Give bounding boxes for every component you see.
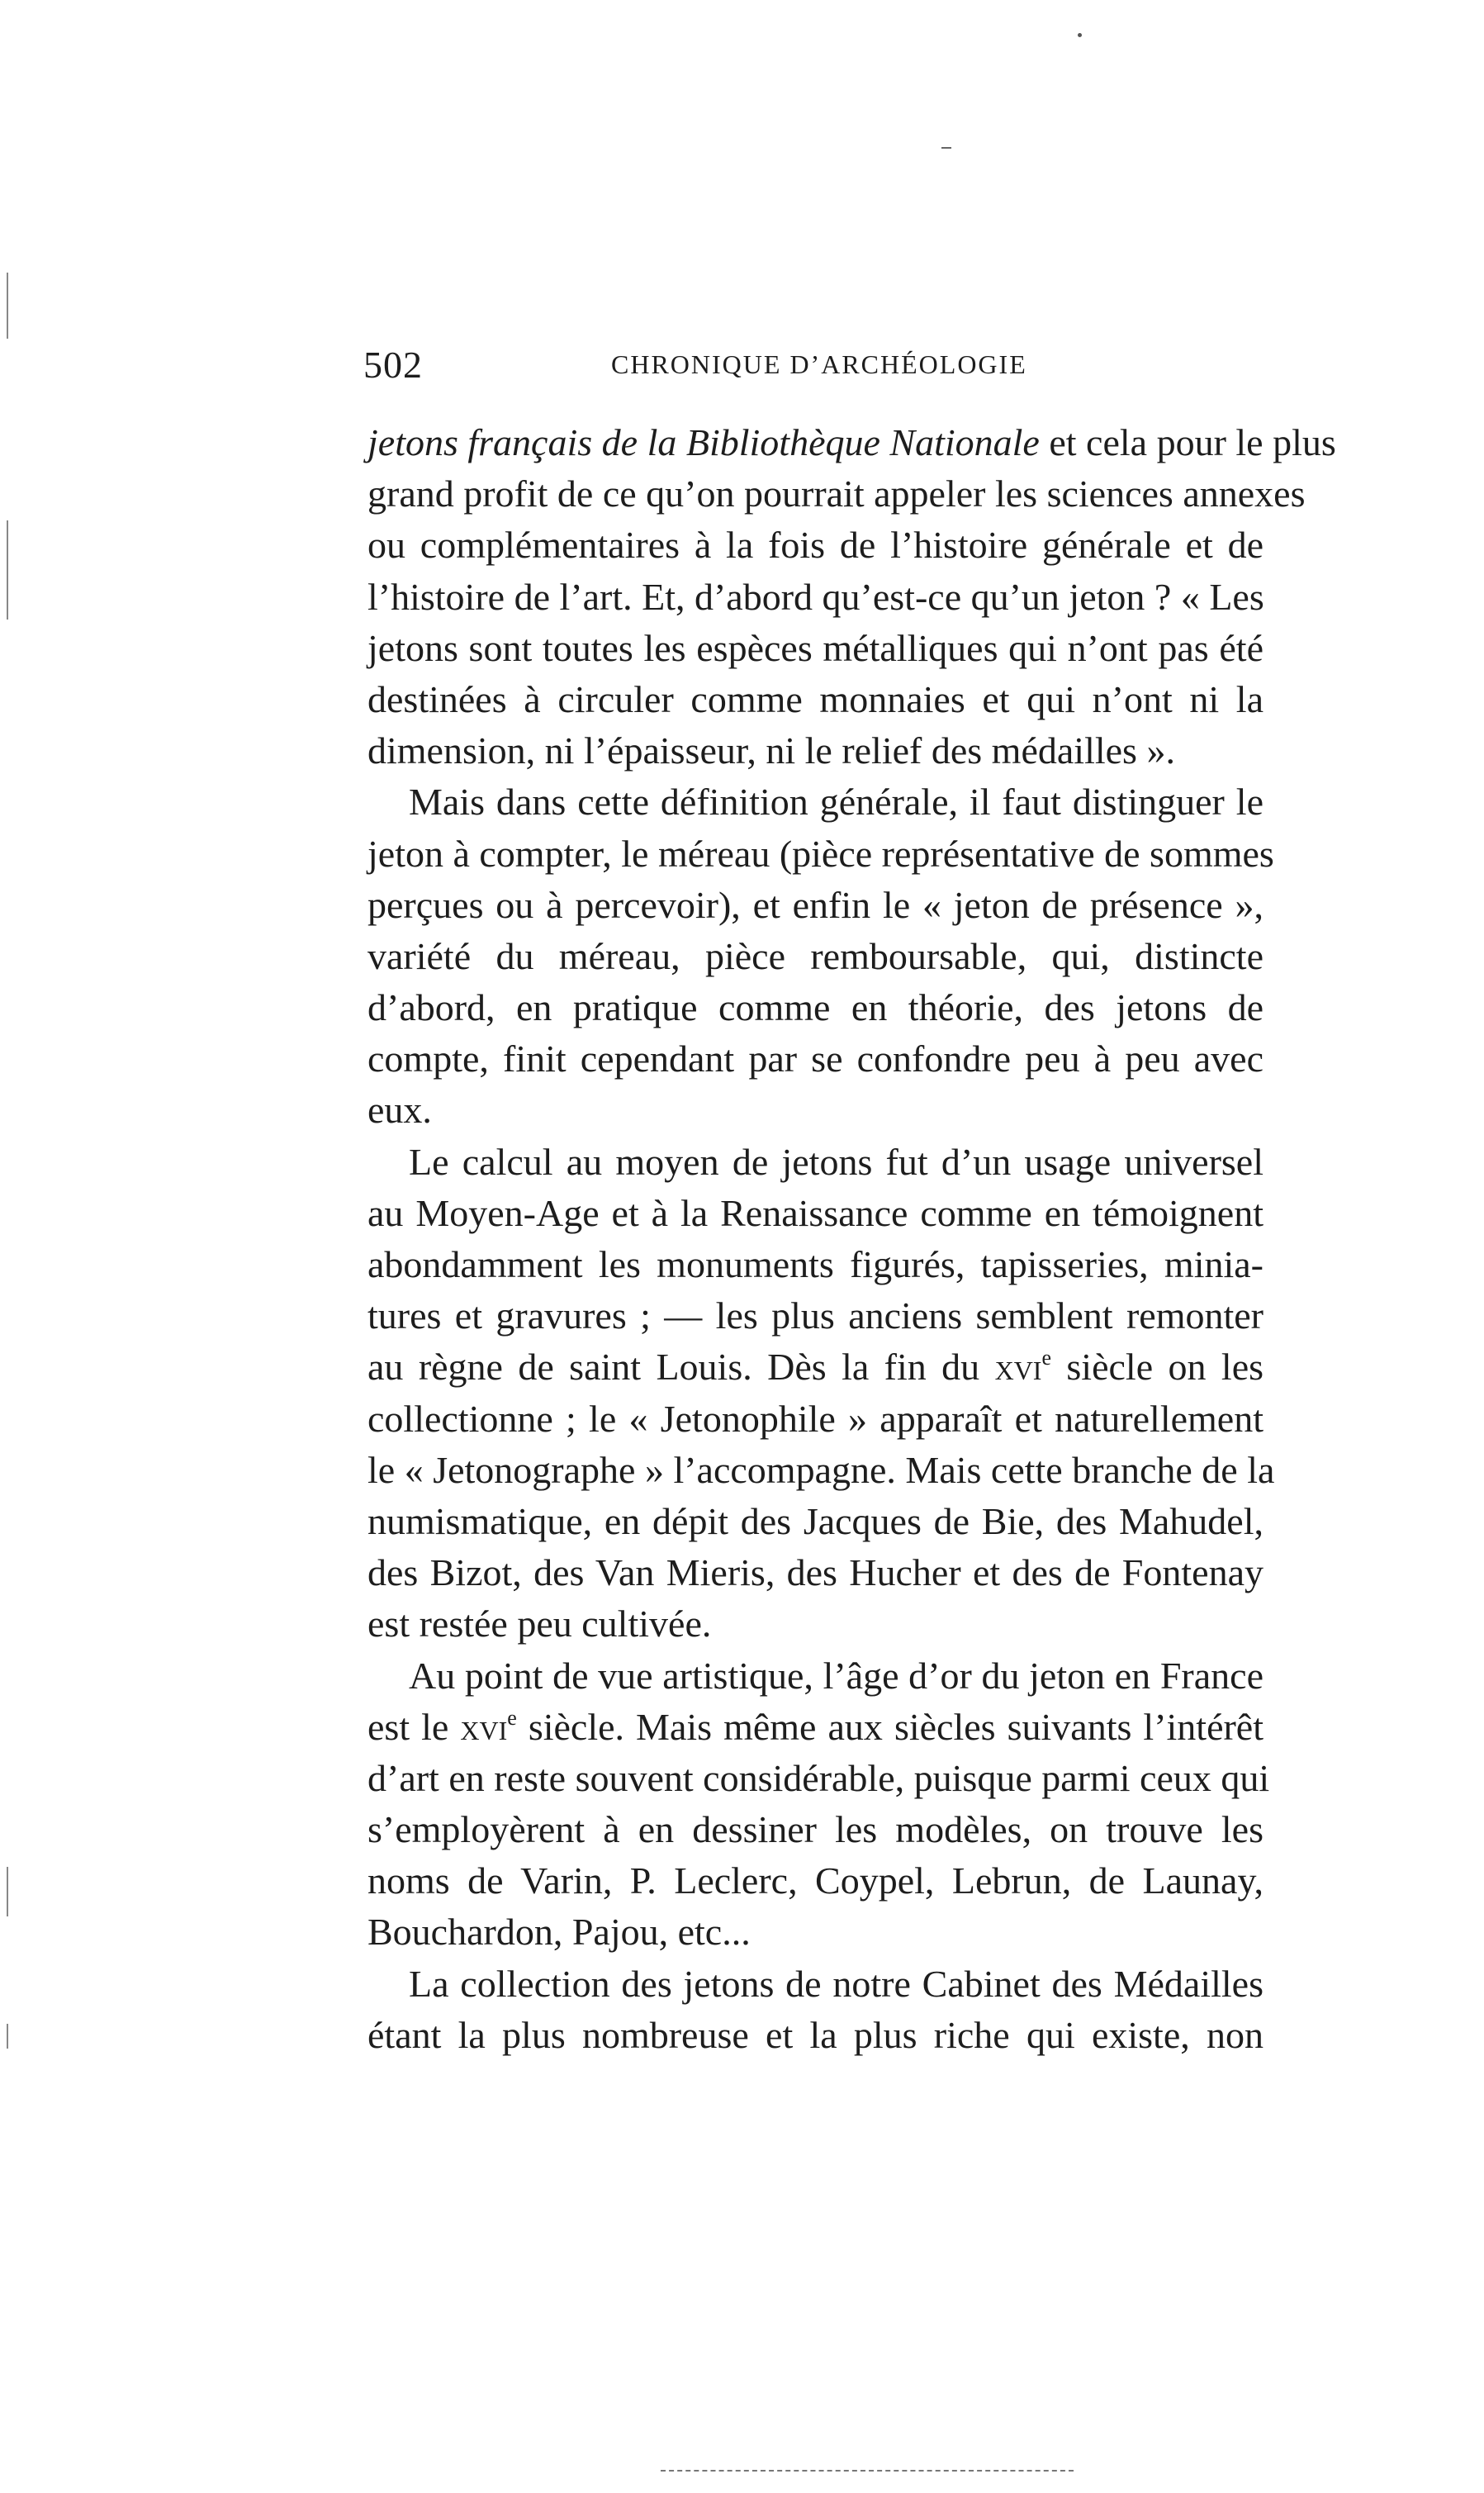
text-span: est le xyxy=(367,1705,449,1748)
edge-shadow xyxy=(7,1867,8,1916)
edge-shadow xyxy=(7,273,8,339)
text-span: et cela pour le plus xyxy=(1039,421,1336,463)
body-text xyxy=(367,417,1336,2061)
edge-shadow xyxy=(7,520,8,620)
superscript: e xyxy=(507,1705,517,1730)
text-span: siècle. Mais même aux siècles suivants l’intérêt xyxy=(528,1705,1264,1748)
text-line: d’abord, en pratique comme en théorie, des jetons de xyxy=(367,986,1264,1029)
text-line: abondamment les monuments figurés, tapisseries, minia- xyxy=(367,1243,1264,1285)
text-line: est restée peu cultivée. xyxy=(367,1603,712,1645)
text-line: Bouchardon, Pajou, etc... xyxy=(367,1911,751,1954)
italic-title: jetons français de la Bibliothèque Nationale xyxy=(367,421,1040,463)
text-line: dimension, ni l’épaisseur, ni le relief des médailles ». xyxy=(367,729,1175,772)
text-line xyxy=(367,417,1336,468)
text-line: jetons sont toutes les espèces métalliques qui n’ont pas été xyxy=(367,626,1264,669)
text-line xyxy=(367,1702,1264,1753)
text-line: collectionne ; le « Jetonophile » apparaît et naturellement xyxy=(367,1397,1264,1440)
ink-speck xyxy=(1078,33,1082,37)
text-line: Le calcul au moyen de jetons fut d’un usage universel xyxy=(409,1140,1264,1183)
text-line: numismatique, en dépit des Jacques de Bie, des Mahudel, xyxy=(367,1499,1264,1542)
text-line: noms de Varin, P. Leclerc, Coypel, Lebrun, de Launay, xyxy=(367,1859,1264,1902)
edge-shadow xyxy=(7,2024,8,2049)
text-line: des Bizot, des Van Mieris, des Hucher et des de Fontenay xyxy=(367,1551,1264,1594)
text-line: compte, finit cependant par se confondre peu à peu avec xyxy=(367,1038,1264,1080)
text-line: destinées à circuler comme monnaies et qui n’ont ni la xyxy=(367,677,1264,720)
text-line: au Moyen-Age et à la Renaissance comme en témoignent xyxy=(367,1191,1264,1234)
text-line: Au point de vue artistique, l’âge d’or du jeton en France xyxy=(409,1654,1264,1697)
text-span: au règne de saint Louis. Dès la fin du xyxy=(367,1346,980,1389)
text-line: La collection des jetons de notre Cabinet des Médailles xyxy=(409,1962,1264,2005)
page-header xyxy=(363,343,1264,392)
text-line: d’art en reste souvent considérable, puisque parmi ceux qui xyxy=(367,1756,1270,1799)
text-line: étant la plus nombreuse et la plus riche qui existe, non xyxy=(367,2013,1264,2056)
running-title: CHRONIQUE D’ARCHÉOLOGIE xyxy=(611,349,1027,379)
text-line: perçues ou à percevoir), et enfin le « jeton de présence », xyxy=(367,883,1264,926)
text-line: jeton à compter, le méreau (pièce représentative de sommes xyxy=(367,832,1274,875)
page-number: 502 xyxy=(363,344,423,386)
text-line: l’histoire de l’art. Et, d’abord qu’est-ce qu’un jeton ? « Les xyxy=(367,575,1264,618)
roman-numeral: xvi xyxy=(994,1346,1042,1389)
page-edge-rule xyxy=(661,2470,1074,2472)
text-line: grand profit de ce qu’on pourrait appeler les sciences annexes xyxy=(367,472,1306,515)
text-line: tures et gravures ; — les plus anciens semblent remonter xyxy=(367,1294,1264,1337)
superscript: e xyxy=(1041,1346,1051,1370)
text-line: s’employèrent à en dessiner les modèles, on trouve les xyxy=(367,1808,1264,1851)
text-line: variété du méreau, pièce remboursable, qui, distincte xyxy=(367,934,1264,977)
ink-mark xyxy=(941,147,951,149)
text-span: siècle on les xyxy=(1066,1346,1264,1389)
text-line: eux. xyxy=(367,1089,432,1132)
text-line xyxy=(367,1341,1264,1393)
roman-numeral: xvi xyxy=(460,1705,508,1748)
text-line: Mais dans cette définition générale, il faut distinguer le xyxy=(409,781,1264,824)
text-line: ou complémentaires à la fois de l’histoire générale et de xyxy=(367,524,1264,567)
text-line: le « Jetonographe » l’accompagne. Mais cette branche de la xyxy=(367,1448,1275,1491)
